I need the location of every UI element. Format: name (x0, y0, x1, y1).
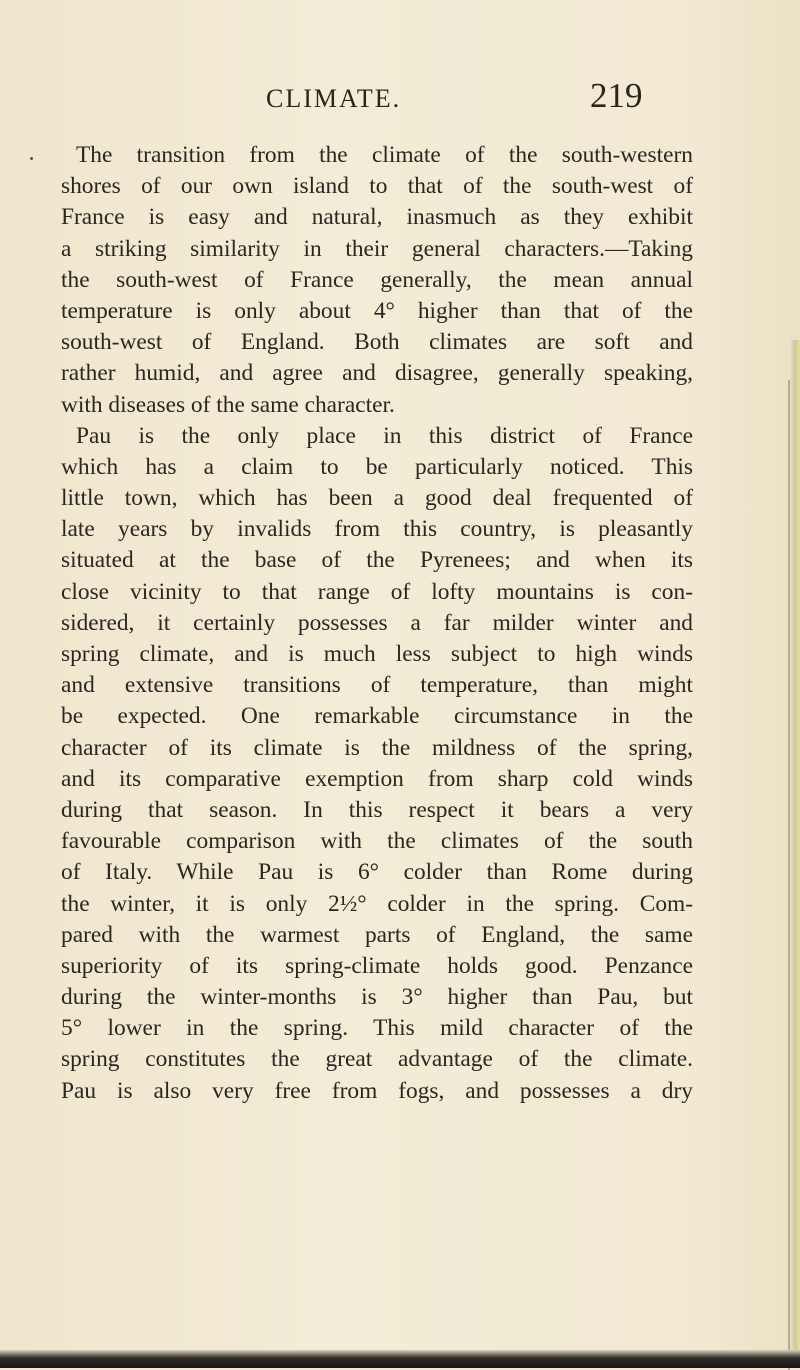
text-line: and extensive transitions of temperature, than might (61, 672, 693, 699)
text-line: of Italy. While Pau is 6° colder than Rome during (61, 859, 693, 886)
text-line: situated at the base of the Pyrenees; and when its (61, 547, 693, 574)
text-line: superiority of its spring-climate holds good. Penzance (61, 952, 693, 979)
text-line: during that season. In this respect it bears a very (61, 796, 693, 823)
text-line: the winter, it is only 2½° colder in the spring. Com- (61, 890, 693, 917)
body-text (61, 140, 693, 1107)
text-line: which has a claim to be particularly noticed. This (61, 453, 693, 480)
page-edge-shadow (790, 340, 800, 1368)
text-line: Pau is also very free from fogs, and possesses a dry (61, 1077, 693, 1104)
text-line: temperature is only about 4° higher than that of the (61, 297, 693, 324)
page-header (0, 74, 800, 126)
text-line: with diseases of the same character. (61, 391, 395, 418)
text-line: the south-west of France generally, the mean annual (61, 266, 693, 293)
scan-bottom-edge (0, 1350, 800, 1368)
text-line: character of its climate is the mildness of the spring, (61, 734, 693, 761)
text-line: Pau is the only place in this district of France (76, 422, 693, 449)
text-line: sidered, it certainly possesses a far milder winter and (61, 609, 693, 636)
text-line: a striking similarity in their general characters.—Taking (61, 235, 693, 262)
text-line: be expected. One remarkable circumstance in the (61, 703, 693, 730)
text-line: pared with the warmest parts of England, the same (61, 921, 693, 948)
margin-mark (30, 157, 33, 160)
text-line: France is easy and natural, inasmuch as they exhibit (61, 204, 693, 231)
text-line: during the winter-months is 3° higher than Pau, but (61, 984, 693, 1011)
text-line: favourable comparison with the climates of the south (61, 828, 693, 855)
text-line: The transition from the climate of the south-western (76, 142, 693, 168)
text-line: little town, which has been a good deal frequented of (61, 485, 693, 512)
text-line: shores of our own island to that of the south-west of (61, 173, 693, 200)
text-line: rather humid, and agree and disagree, generally speaking, (61, 360, 693, 387)
text-line: late years by invalids from this country, is pleasantly (61, 516, 693, 543)
text-line: spring climate, and is much less subject to high winds (61, 641, 693, 667)
running-head: CLIMATE. (266, 84, 402, 113)
page-edge-line (788, 380, 790, 1370)
page-number: 219 (590, 76, 643, 115)
text-line: and its comparative exemption from sharp cold winds (61, 765, 693, 792)
text-line: south-west of England. Both climates are soft and (61, 329, 693, 356)
text-line: 5° lower in the spring. This mild character of the (61, 1015, 693, 1042)
text-line: spring constitutes the great advantage of the climate. (61, 1046, 693, 1073)
text-line: close vicinity to that range of lofty mountains is con- (61, 578, 693, 605)
